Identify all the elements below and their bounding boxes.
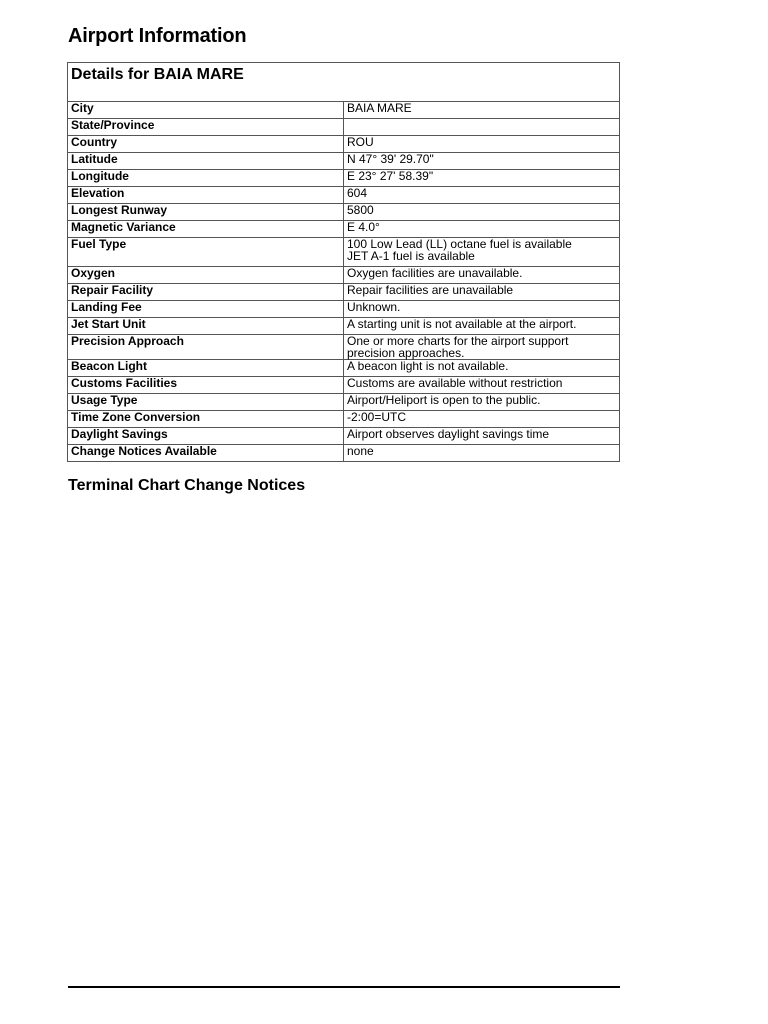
row-value-longest-runway: 5800 xyxy=(344,204,620,221)
table-row xyxy=(68,377,620,394)
fuel-type-line-2: JET A-1 fuel is available xyxy=(347,249,475,263)
row-label-latitude: Latitude xyxy=(68,153,344,170)
table-row xyxy=(68,411,620,428)
row-label-daylight-savings: Daylight Savings xyxy=(68,428,344,445)
row-label-longitude: Longitude xyxy=(68,170,344,187)
table-row xyxy=(68,301,620,318)
row-label-precision-approach: Precision Approach xyxy=(68,335,344,360)
details-header-row xyxy=(68,63,620,102)
row-label-state-province: State/Province xyxy=(68,119,344,136)
table-row xyxy=(68,335,620,360)
row-value-elevation: 604 xyxy=(344,187,620,204)
row-value-daylight-savings: Airport observes daylight savings time xyxy=(344,428,620,445)
table-row xyxy=(68,318,620,335)
row-value-customs-facilities: Customs are available without restriction xyxy=(344,377,620,394)
footer-divider xyxy=(68,986,620,988)
table-row xyxy=(68,119,620,136)
table-row xyxy=(68,394,620,411)
table-row xyxy=(68,428,620,445)
row-label-repair-facility: Repair Facility xyxy=(68,284,344,301)
row-value-change-notices-available: none xyxy=(344,445,620,462)
row-label-country: Country xyxy=(68,136,344,153)
row-value-usage-type: Airport/Heliport is open to the public. xyxy=(344,394,620,411)
row-label-customs-facilities: Customs Facilities xyxy=(68,377,344,394)
table-row xyxy=(68,284,620,301)
row-value-beacon-light: A beacon light is not available. xyxy=(344,360,620,377)
table-row xyxy=(68,360,620,377)
section-title-terminal-chart-change-notices: Terminal Chart Change Notices xyxy=(68,477,306,494)
row-value-latitude: N 47° 39' 29.70" xyxy=(344,153,620,170)
row-value-time-zone-conversion: -2:00=UTC xyxy=(344,411,620,428)
table-row xyxy=(68,136,620,153)
row-value-city: BAIA MARE xyxy=(344,102,620,119)
row-label-beacon-light: Beacon Light xyxy=(68,360,344,377)
table-row xyxy=(68,187,620,204)
row-value-oxygen: Oxygen facilities are unavailable. xyxy=(344,267,620,284)
table-row xyxy=(68,238,620,267)
table-row xyxy=(68,204,620,221)
fuel-type-line-1: 100 Low Lead (LL) octane fuel is available xyxy=(347,237,572,251)
row-label-elevation: Elevation xyxy=(68,187,344,204)
table-row xyxy=(68,267,620,284)
row-label-landing-fee: Landing Fee xyxy=(68,301,344,318)
row-label-oxygen: Oxygen xyxy=(68,267,344,284)
table-row xyxy=(68,221,620,238)
row-value-repair-facility: Repair facilities are unavailable xyxy=(344,284,620,301)
row-label-city: City xyxy=(68,102,344,119)
row-label-magnetic-variance: Magnetic Variance xyxy=(68,221,344,238)
table-row xyxy=(68,153,620,170)
table-row xyxy=(68,102,620,119)
row-label-longest-runway: Longest Runway xyxy=(68,204,344,221)
row-value-fuel-type xyxy=(344,238,620,267)
row-value-longitude: E 23° 27' 58.39" xyxy=(344,170,620,187)
table-row xyxy=(68,170,620,187)
row-value-landing-fee: Unknown. xyxy=(344,301,620,318)
row-label-jet-start-unit: Jet Start Unit xyxy=(68,318,344,335)
details-heading: Details for BAIA MARE xyxy=(68,63,620,102)
page-title: Airport Information xyxy=(68,25,247,47)
row-label-time-zone-conversion: Time Zone Conversion xyxy=(68,411,344,428)
row-label-usage-type: Usage Type xyxy=(68,394,344,411)
row-label-change-notices-available: Change Notices Available xyxy=(68,445,344,462)
row-value-jet-start-unit: A starting unit is not available at the airport. xyxy=(344,318,620,335)
airport-details-table xyxy=(67,62,620,462)
row-value-magnetic-variance: E 4.0° xyxy=(344,221,620,238)
row-value-state-province xyxy=(344,119,620,136)
row-value-country: ROU xyxy=(344,136,620,153)
row-value-precision-approach: One or more charts for the airport support precision approaches. xyxy=(344,335,620,360)
row-label-fuel-type: Fuel Type xyxy=(68,238,344,267)
table-row xyxy=(68,445,620,462)
